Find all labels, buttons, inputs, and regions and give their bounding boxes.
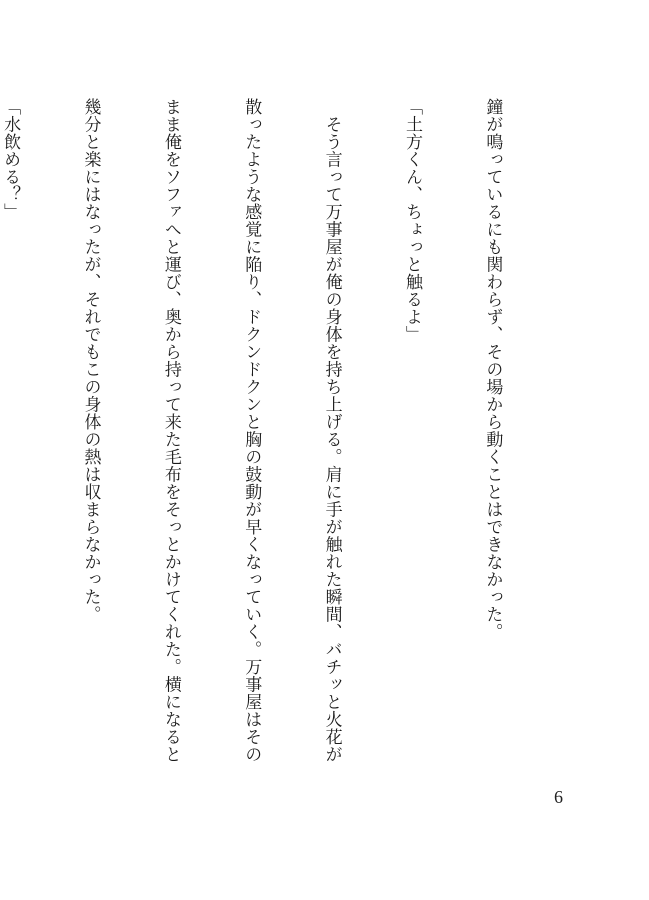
text-line: そう言って万事屋が俺の身体を持ち上げる。肩に手が触れた瞬間、バチッと火花が [321, 98, 342, 763]
text-line: 「水飲める？」 [0, 98, 21, 221]
text-line: まま俺をソファへと運び、奥から持って来た毛布をそっとかけてくれた。横になると [160, 98, 181, 763]
text-line: 「土方くん、ちょっと触るよ」 [402, 98, 423, 343]
body-text [0, 98, 559, 798]
page-number: 6 [554, 787, 563, 807]
text-line: 幾分と楽にはなったが、それでもこの身体の熱は収まらなかった。 [80, 98, 101, 623]
text-line: 散ったような感覚に陥り、ドクンドクンと胸の鼓動が早くなっていく。万事屋はその [241, 98, 262, 763]
text-line: 鐘が鳴っているにも関わらず、その場から動くことはできなかった。 [482, 98, 503, 641]
